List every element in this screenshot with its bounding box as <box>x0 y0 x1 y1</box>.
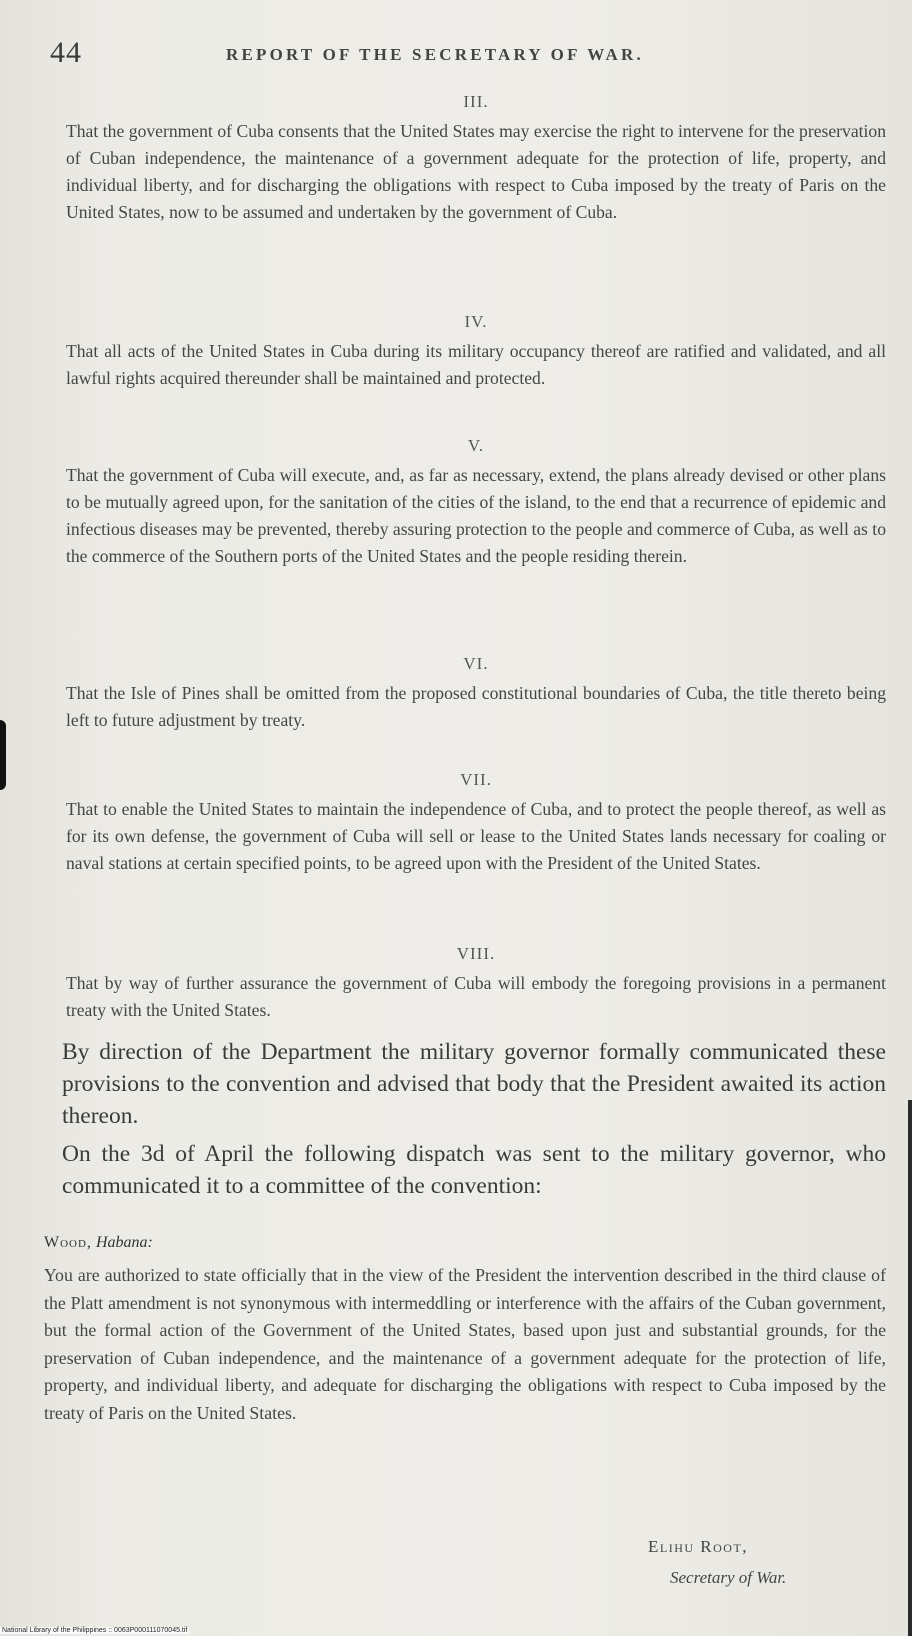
section-viii <box>66 944 886 1024</box>
section-iv <box>66 312 886 392</box>
section-heading: V. <box>467 436 485 455</box>
section-vi <box>66 654 886 734</box>
section-heading: VII. <box>460 770 492 789</box>
section-paragraph: That to enable the United States to maintain the independence of Cuba, and to protect the people thereof, as well as for its own defense, the government of Cuba will sell or lease to the United States lands necessary for coaling or naval stations at certain specified points, to be agreed upon with the President of the United States. <box>66 799 886 873</box>
section-heading: IV. <box>464 312 488 331</box>
dispatch-addressee <box>44 1234 886 1252</box>
addressee-name: Wood, <box>44 1234 92 1251</box>
section-heading: VIII. <box>456 944 496 963</box>
section-paragraph: That the government of Cuba will execute, and, as far as necessary, extend, the plans already devised or other plans to be mutually agreed upon, for the sanitation of the cities of the island, to the end that a recurrence of epidemic and infectious diseases may be prevented, thereby assuring protection to the people and commerce of Cuba, as well as to the commerce of the Southern ports of the United States and the people residing therein. <box>66 465 886 566</box>
running-head: REPORT OF THE SECRETARY OF WAR. <box>226 45 644 64</box>
signature-title: Secretary of War. <box>670 1568 787 1587</box>
narrative-paragraph: By direction of the Department the military governor formally communicated these provisions to the convention and advised that body that the President awaited its action thereon. <box>62 1039 886 1129</box>
section-heading: III. <box>463 92 489 111</box>
addressee-place: Habana: <box>95 1234 153 1251</box>
narrative-paragraph: On the 3d of April the following dispatch was sent to the military governor, who communicated it to a committee of the convention: <box>62 1141 886 1199</box>
section-paragraph: That all acts of the United States in Cuba during its military occupancy thereof are ratified and validated, and all lawful rights acquired thereunder shall be maintained and protected. <box>66 341 886 388</box>
page-edge-mark <box>0 720 6 790</box>
signature-name: Elihu Root, <box>648 1537 749 1556</box>
section-paragraph: That the Isle of Pines shall be omitted from the proposed constitutional boundaries of Cuba, the title thereto being left to future adjustment by treaty. <box>66 683 886 730</box>
section-v <box>66 436 886 570</box>
page-edge-shadow <box>908 1100 912 1636</box>
dispatch-block <box>44 1234 886 1427</box>
narrative-block <box>62 1036 886 1202</box>
section-iii <box>66 92 886 226</box>
page-header <box>50 36 872 76</box>
section-heading: VI. <box>463 654 489 673</box>
dispatch-text: You are authorized to state officially that in the view of the President the intervention described in the third clause of the Platt amendment is not synonymous with intermeddling or interference with the affairs of the Cuban government, but the formal action of the Government of the United States, based upon just and substantial grounds, for the preservation of Cuban independence, and the maintenance of a government adequate for the protection of life, property, and individual liberty, and adequate for discharging the obligations with respect to Cuba imposed by the treaty of Paris on the United States. <box>44 1265 886 1423</box>
section-paragraph: That the government of Cuba consents that the United States may exercise the right to intervene for the preservation of Cuban independence, the maintenance of a government adequate for the protection of life, property, and individual liberty, and for discharging the obligations with respect to Cuba imposed by the treaty of Paris on the United States, now to be assumed and undertaken by the government of Cuba. <box>66 121 886 222</box>
page-number: 44 <box>50 36 82 69</box>
scan-credit: National Library of the Philippines :: 0063P000111070045.tif <box>2 1627 188 1634</box>
section-paragraph: That by way of further assurance the government of Cuba will embody the foregoing provisions in a permanent treaty with the United States. <box>66 973 886 1020</box>
section-vii <box>66 770 886 877</box>
